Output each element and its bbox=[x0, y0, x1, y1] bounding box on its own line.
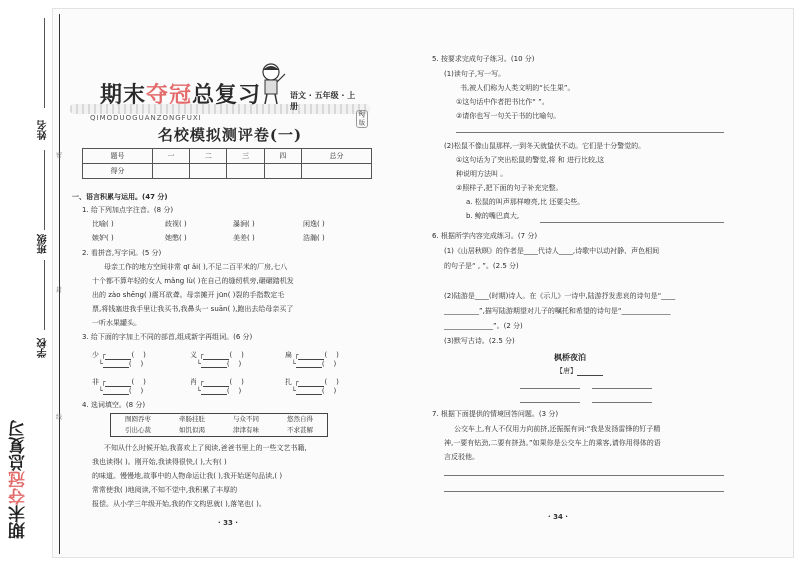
q2-line: 一听水果罐头。 bbox=[92, 319, 141, 327]
student-mascot-icon bbox=[255, 62, 287, 106]
spine-logo bbox=[10, 420, 50, 550]
q4-line: 的味道。慢慢地,故事中的人物命运让我( ),我开始逐句品读,( ) bbox=[92, 472, 283, 480]
name-line bbox=[44, 18, 45, 108]
q7-line: 言反驳他。 bbox=[444, 453, 479, 461]
score-header: 一 bbox=[152, 149, 189, 164]
section-1-heading: 一、语言积累与运用。(47 分) bbox=[72, 193, 168, 201]
school-label: 学校 bbox=[38, 338, 49, 358]
spine-part-3: 总复习 bbox=[9, 420, 29, 471]
score-header: 二 bbox=[190, 149, 227, 164]
question-3: 3. 给下面的字加上不同的部首,组成新字再组词。(6 分) bbox=[82, 333, 253, 341]
spine-part-2: 夺冠 bbox=[9, 471, 29, 505]
q2-line: 母亲工作的地方空间非常 qī ǎi( ),不足二百平米的厂房,七八 bbox=[104, 263, 288, 271]
q1-item[interactable]: 歧视( ) bbox=[165, 220, 187, 228]
q5-sub: a. 松鼠的叫声那样嘹亮,比 还要尖些。 bbox=[466, 198, 585, 206]
q6-line: (1)《山居秋暝》的作者是____代诗人____,诗歌中以动衬静、声色相间 bbox=[444, 247, 660, 255]
q1-item[interactable]: 闲逸( ) bbox=[303, 220, 325, 228]
q3-char: 少 bbox=[92, 351, 99, 359]
q1-item[interactable]: 嫉妒( ) bbox=[92, 234, 114, 242]
q3-char: 义 bbox=[190, 351, 197, 359]
score-header: 四 bbox=[264, 149, 301, 164]
q3-group: 扁 ┌ ( ) └ ( ) bbox=[285, 351, 339, 368]
question-7: 7. 根据下面提供的情境回答问题。(3 分) bbox=[432, 410, 559, 418]
q3-char: 肖 bbox=[190, 378, 197, 386]
score-header-row bbox=[83, 149, 372, 164]
idiom: 牵肠挂肚 bbox=[179, 415, 205, 423]
question-2: 2. 看拼音,写字词。(5 分) bbox=[82, 249, 162, 257]
score-header: 三 bbox=[227, 149, 264, 164]
q3-group: 肖 ┌ ( ) └ ( ) bbox=[190, 378, 244, 395]
q1-item[interactable]: 美差( ) bbox=[233, 234, 255, 242]
q3-char: 非 bbox=[92, 378, 99, 386]
q4-line: 常常使我( )地阅读,不知不觉中,我积累了丰厚的 bbox=[92, 486, 238, 494]
answer-line[interactable] bbox=[540, 222, 724, 223]
q6-line: (3)默写古诗。(2.5 分) bbox=[444, 337, 515, 345]
q5-sub: b. 鲸的嘴巴真大, bbox=[466, 212, 520, 220]
q6-line: ______________”。(2 分) bbox=[444, 322, 523, 330]
idiom: 不求甚解 bbox=[287, 426, 313, 434]
q4-line: 我也读得( )。刚开始,我读得很快,( ),大有( ) bbox=[92, 458, 227, 466]
class-label: 班级 bbox=[38, 234, 49, 254]
question-6: 6. 根据所学内容完成练习。(7 分) bbox=[432, 232, 538, 240]
seal-mark-1: 密 bbox=[56, 152, 63, 159]
q2-line: 票,将钱塞进我手里让我买书,我鼻头一 suān( ),跑出去给母亲买了 bbox=[92, 305, 294, 313]
idiom: 津津有味 bbox=[233, 426, 259, 434]
poem-blank[interactable] bbox=[520, 402, 580, 403]
class-line bbox=[44, 150, 45, 230]
school-line bbox=[44, 260, 45, 330]
exam-title: 名校模拟测评卷(一) bbox=[157, 126, 303, 144]
q5-sub: ①这句话中作者把书比作“ ”。 bbox=[456, 98, 549, 106]
answer-line[interactable] bbox=[456, 132, 724, 133]
question-4: 4. 选词填空。(8 分) bbox=[82, 401, 146, 409]
score-row bbox=[83, 164, 372, 179]
q3-group: 少 ┌ ( ) └ ( ) bbox=[92, 351, 146, 368]
score-row-label: 得分 bbox=[83, 164, 153, 179]
score-header: 总分 bbox=[302, 149, 372, 164]
q7-line: 神,一要有钻劲,二要有挤劲。”如果你是公交车上的乘客,请你用得体的语 bbox=[444, 439, 661, 447]
seal-mark-3: 线 bbox=[56, 414, 63, 421]
page-number-left: · 33 · bbox=[218, 519, 238, 527]
score-table bbox=[82, 148, 372, 179]
subject-label: 语文 · 五年级 · 上册 bbox=[290, 91, 356, 111]
poem-blank[interactable] bbox=[592, 388, 652, 389]
q3-char: 扎 bbox=[285, 378, 292, 386]
q1-item[interactable]: 浩瀚( ) bbox=[303, 234, 325, 242]
q2-line: 十个都不算年轻的女人 mǎng lù( )在自己的缝纫机旁,碾碾踏机发 bbox=[92, 277, 294, 285]
idiom-row bbox=[111, 414, 327, 425]
idiom-box bbox=[110, 413, 328, 437]
binding-line bbox=[59, 14, 60, 554]
brand-title: 期末夺冠总复习 bbox=[100, 83, 262, 108]
page-number-right: · 34 · bbox=[548, 513, 568, 521]
q1-item[interactable]: 比喻( ) bbox=[92, 220, 114, 228]
answer-line[interactable] bbox=[444, 491, 724, 492]
q7-line: 公交车上,有人不仅用力向前挤,还振振有词:“我是发扬雷锋的钉子精 bbox=[454, 425, 661, 433]
q5-quote: 书,被人们称为人类文明的“长生果”。 bbox=[460, 84, 575, 92]
q5-sub: ②请你也写一句关于书的比喻句。 bbox=[456, 112, 561, 120]
question-1: 1. 给下列加点字注音。(8 分) bbox=[82, 206, 174, 214]
idiom: 如饥似渴 bbox=[179, 426, 205, 434]
q3-group: 非 ┌ ( ) └ ( ) bbox=[92, 378, 146, 395]
poem-blank[interactable] bbox=[592, 402, 652, 403]
q5-part-2: (2)松鼠不像山鼠那样,一到冬天就蛰伏不动。它们是十分警觉的。 bbox=[444, 142, 646, 150]
q3-group: 扎 ┌ ( ) └ ( ) bbox=[285, 378, 339, 395]
idiom: 与众不同 bbox=[233, 415, 259, 423]
q6-line: (2)陆游是____(时期)诗人。在《示儿》一诗中,陆游抒发悲哀的诗句是“____ bbox=[444, 292, 676, 300]
idiom: 引出心裁 bbox=[125, 426, 151, 434]
answer-line[interactable] bbox=[444, 475, 724, 476]
question-5: 5. 按要求完成句子练习。(10 分) bbox=[432, 55, 535, 63]
name-label: 姓名 bbox=[38, 120, 49, 140]
poem-dynasty: 【唐】 bbox=[556, 366, 603, 376]
q5-sub: ②照样子,把下面的句子补充完整。 bbox=[456, 184, 563, 192]
q5-part-1: (1)读句子,写一写。 bbox=[444, 70, 506, 78]
q6-line: __________”,描写陆游期望对儿子的嘱托和希望的诗句是“______________ bbox=[444, 307, 671, 315]
score-header: 题号 bbox=[83, 149, 153, 164]
q5-sub: 种说明方法叫 。 bbox=[456, 170, 508, 178]
score-cell[interactable] bbox=[227, 164, 264, 179]
score-cell[interactable] bbox=[302, 164, 372, 179]
edition-badge: RJ版 bbox=[356, 110, 368, 128]
q1-item[interactable]: 瀑涧( ) bbox=[233, 220, 255, 228]
q4-line: 报偿。从小学三年级开始,我的作文构思就( ),落笔也( )。 bbox=[92, 500, 266, 508]
q3-group: 义 ┌ ( ) └ ( ) bbox=[190, 351, 244, 368]
q6-line: 的句子是“ , ”。(2.5 分) bbox=[444, 262, 519, 270]
seal-mark-2: 封 bbox=[56, 287, 63, 294]
poem-blank[interactable] bbox=[520, 388, 580, 389]
q4-line: 不知从什么时候开始,我喜欢上了阅读,爸爸书里上的一些文艺书籍, bbox=[104, 444, 307, 452]
q1-item[interactable]: 她憋( ) bbox=[165, 234, 187, 242]
idiom: 悠然自得 bbox=[287, 415, 313, 423]
brand-pinyin: QIMODUOGUANZONGFUXI bbox=[90, 114, 202, 122]
poem-title: 枫桥夜泊 bbox=[554, 353, 586, 362]
idiom-row bbox=[111, 425, 327, 436]
q5-sub: ①这句话为了突出松鼠的警觉,将 和 进行比较,这 bbox=[456, 156, 605, 164]
spine-part-1: 期末 bbox=[9, 505, 29, 539]
idiom: 囫囵吞枣 bbox=[125, 415, 151, 423]
score-cell[interactable] bbox=[152, 164, 189, 179]
score-cell[interactable] bbox=[264, 164, 301, 179]
score-cell[interactable] bbox=[190, 164, 227, 179]
q2-line: 出的 zào shēng( )震耳欲聋。母亲摊开 jūn( )裂的手指数定毛 bbox=[92, 291, 285, 299]
q3-char: 扁 bbox=[285, 351, 292, 359]
